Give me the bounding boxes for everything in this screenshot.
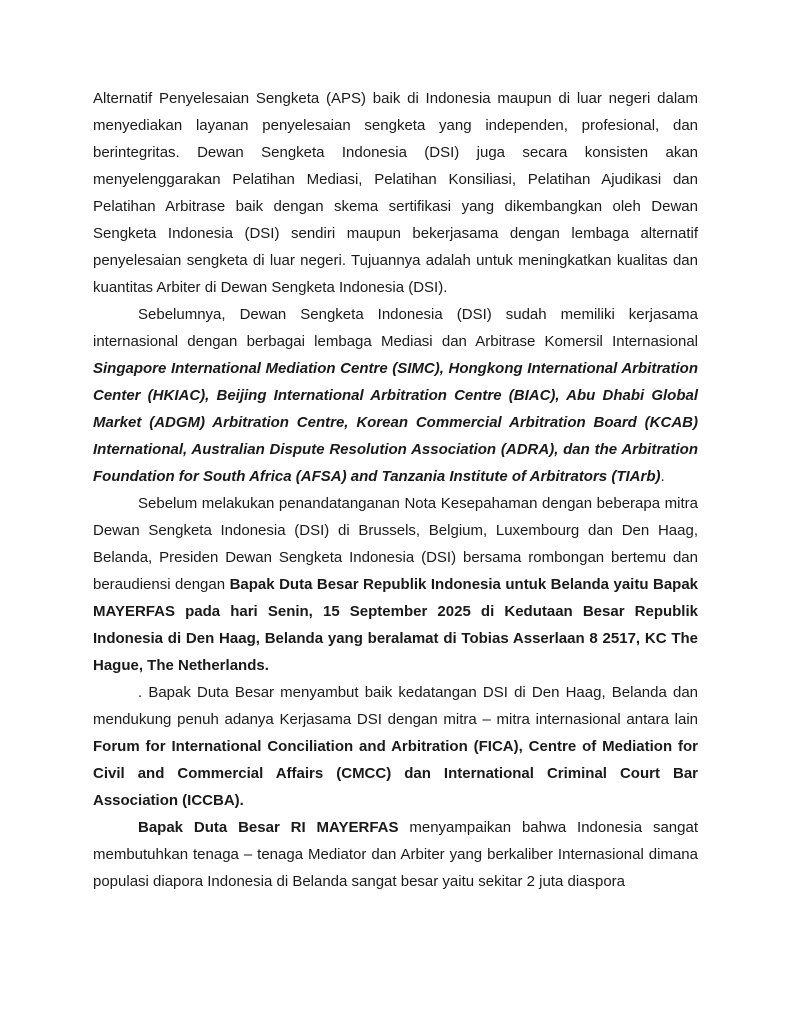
paragraph (93, 85, 698, 301)
document-text-block (93, 85, 698, 895)
paragraph (93, 301, 698, 490)
paragraph (93, 814, 698, 895)
text-run-normal: Sebelum melakukan penandatanganan Nota Kesepahaman dengan beberapa mitra Dewan Sengketa Indonesia (DSI) di Brussels, Belgium, Luxembourg dan Den Haag, Belanda, Presiden Dewan Sengketa Indonesia (DSI) bersama rombongan bertemu dan beraudiensi dengan (93, 495, 698, 593)
paragraph (93, 679, 698, 814)
text-run-bold: Forum for International Conciliation and Arbitration (FICA), Centre of Mediation for Civil and Commercial Affairs (CMCC) dan International Criminal Court Bar Association (ICCBA). (93, 738, 698, 809)
text-run-normal: . (660, 468, 665, 485)
text-run-bold-italic: Singapore International Mediation Centre (SIMC), Hongkong International Arbitration Center (HKIAC), Beijing International Arbitration Centre (BIAC), Abu Dhabi Global Market (ADGM) Arbitration Centre, Korean Commercial Arbitration Board (KCAB) International, Australian Dispute Resolution Association (ADRA), dan the Arbitration Foundation for South Africa (AFSA) and Tanzania Institute of Arbitrators (TIArb) (93, 360, 698, 485)
paragraph (93, 490, 698, 679)
text-run-normal: Sebelumnya, Dewan Sengketa Indonesia (DSI) sudah memiliki kerjasama internasional dengan berbagai lembaga Mediasi dan Arbitrase Komersil Internasional (93, 306, 698, 350)
text-run-normal: . Bapak Duta Besar menyambut baik kedatangan DSI di Den Haag, Belanda dan mendukung penuh adanya Kerjasama DSI dengan mitra – mitra internasional antara lain (93, 684, 698, 728)
text-run-normal: menyampaikan bahwa Indonesia sangat membutuhkan tenaga – tenaga Mediator dan Arbiter yang berkaliber Internasional dimana populasi diapora Indonesia di Belanda sangat besar yaitu sekitar 2 juta diaspora (93, 819, 698, 890)
text-run-bold: Bapak Duta Besar Republik Indonesia untuk Belanda yaitu Bapak MAYERFAS pada hari Senin, 15 September 2025 di Kedutaan Besar Republik Indonesia di Den Haag, Belanda yang beralamat di Tobias Asserlaan 8 2517, KC The Hague, The Netherlands. (93, 576, 699, 674)
text-run-normal: Alternatif Penyelesaian Sengketa (APS) baik di Indonesia maupun di luar negeri dalam menyediakan layanan penyelesaian sengketa yang independen, profesional, dan berintegritas. Dewan Sengketa Indonesia (DSI) juga secara konsisten akan menyelenggarakan Pelatihan Mediasi, Pelatihan Konsiliasi, Pelatihan Ajudikasi dan Pelatihan Arbitrase baik dengan skema sertifikasi yang dikembangkan oleh Dewan Sengketa Indonesia (DSI) sendiri maupun bekerjasama dengan lembaga alternatif penyelesaian sengketa di luar negeri. Tujuannya adalah untuk meningkatkan kualitas dan kuantitas Arbiter di Dewan Sengketa Indonesia (DSI). (93, 90, 698, 296)
text-run-bold: Bapak Duta Besar RI MAYERFAS (138, 819, 399, 836)
